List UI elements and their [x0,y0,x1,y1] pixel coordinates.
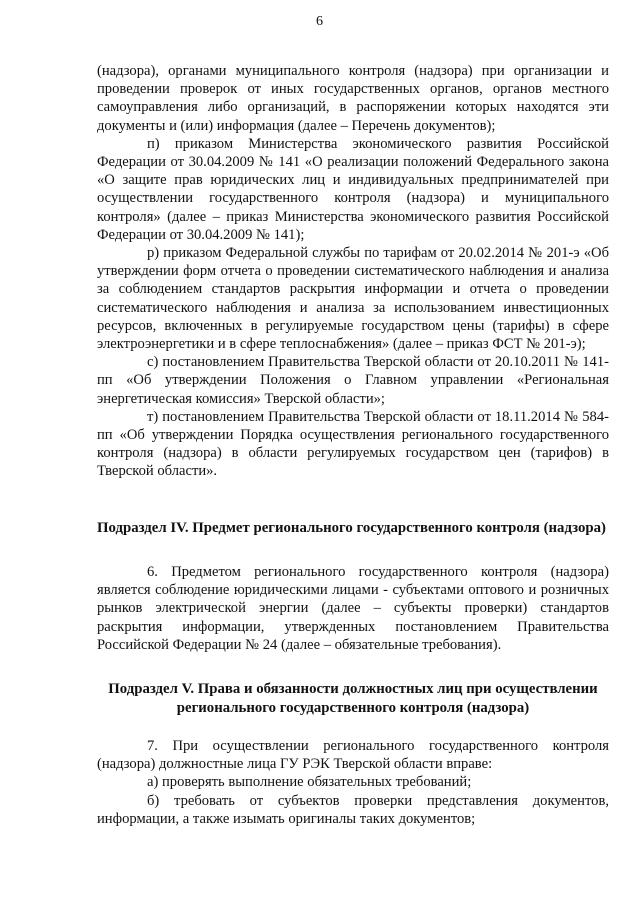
paragraph-continuation: (надзора), органами муниципального контроля (надзора) при организации и проведении проверок от иных государственных органов, органов местного самоуправления либо организаций, в распоряжении которых находятся эти документы и (или) информация (далее – Перечень документов); [97,63,609,134]
paragraph-6: 6. Предметом регионального государственного контроля (надзора) является соблюдение юридическими лицами - субъектами оптового и розничных рынков электрической энергии (далее – субъекты проверки) стандартов раскрытия информации, утвержденных постановлением Правительства Российской Федерации № 24 (далее – обязательные требования). [97,564,609,653]
paragraph-item-p: п) приказом Министерства экономического развития Российской Федерации от 30.04.2009 № 141 «О реализации положений Федерального закона «О защите прав юридических лиц и индивидуальных предпринимателей при осуществлении государственного контроля (надзора) и муниципального контроля» (далее – приказ Министерства экономического развития Российской Федерации от 30.04.2009 № 141); [97,135,609,243]
paragraph-item-r: р) приказом Федеральной службы по тарифам от 20.02.2014 № 201-э «Об утверждении форм отчета о проведении систематического наблюдения и анализа за соблюдением стандартов раскрытия информации и отчета о проведении систематического наблюдения и анализа за использованием инвестиционных ресурсов, включенных в регулируемые государством цены (тарифы) в сфере электроэнергетики и в сфере теплоснабжения» (далее – приказ ФСТ № 201-э); [97,245,609,353]
spacer [97,654,609,680]
spacer [97,537,609,563]
list-item: б) требовать от субъектов проверки представления документов, информации, а также изымать оригиналы таких документов; [97,792,609,827]
spacer [97,717,609,737]
paragraph-item-t: т) постановлением Правительства Тверской области от 18.11.2014 № 584-пп «Об утверждении Порядка осуществления регионального государственного контроля (надзора) в области регулируемых государством цен (тарифов) в Тверской области». [97,408,609,480]
paragraph-7: 7. При осуществлении регионального государственного контроля (надзора) должностные лица ГУ РЭК Тверской области вправе: [97,737,609,773]
document-body [97,62,609,828]
section-heading-5: Подраздел V. Права и обязанности должностных лиц при осуществлении регионального государственного контроля (надзора) [108,681,598,716]
paragraph-item-s: с) постановлением Правительства Тверской области от 20.10.2011 № 141-пп «Об утверждении Положения о Главном управлении «Региональная энергетическая комиссия» Тверской области»; [97,354,609,407]
rights-list [97,773,609,828]
spacer [97,481,609,519]
list-item: а) проверять выполнение обязательных требований; [147,774,472,791]
page-number: 6 [316,14,323,29]
section-heading-4: Подраздел IV. Предмет регионального государственного контроля (надзора) [97,519,606,536]
